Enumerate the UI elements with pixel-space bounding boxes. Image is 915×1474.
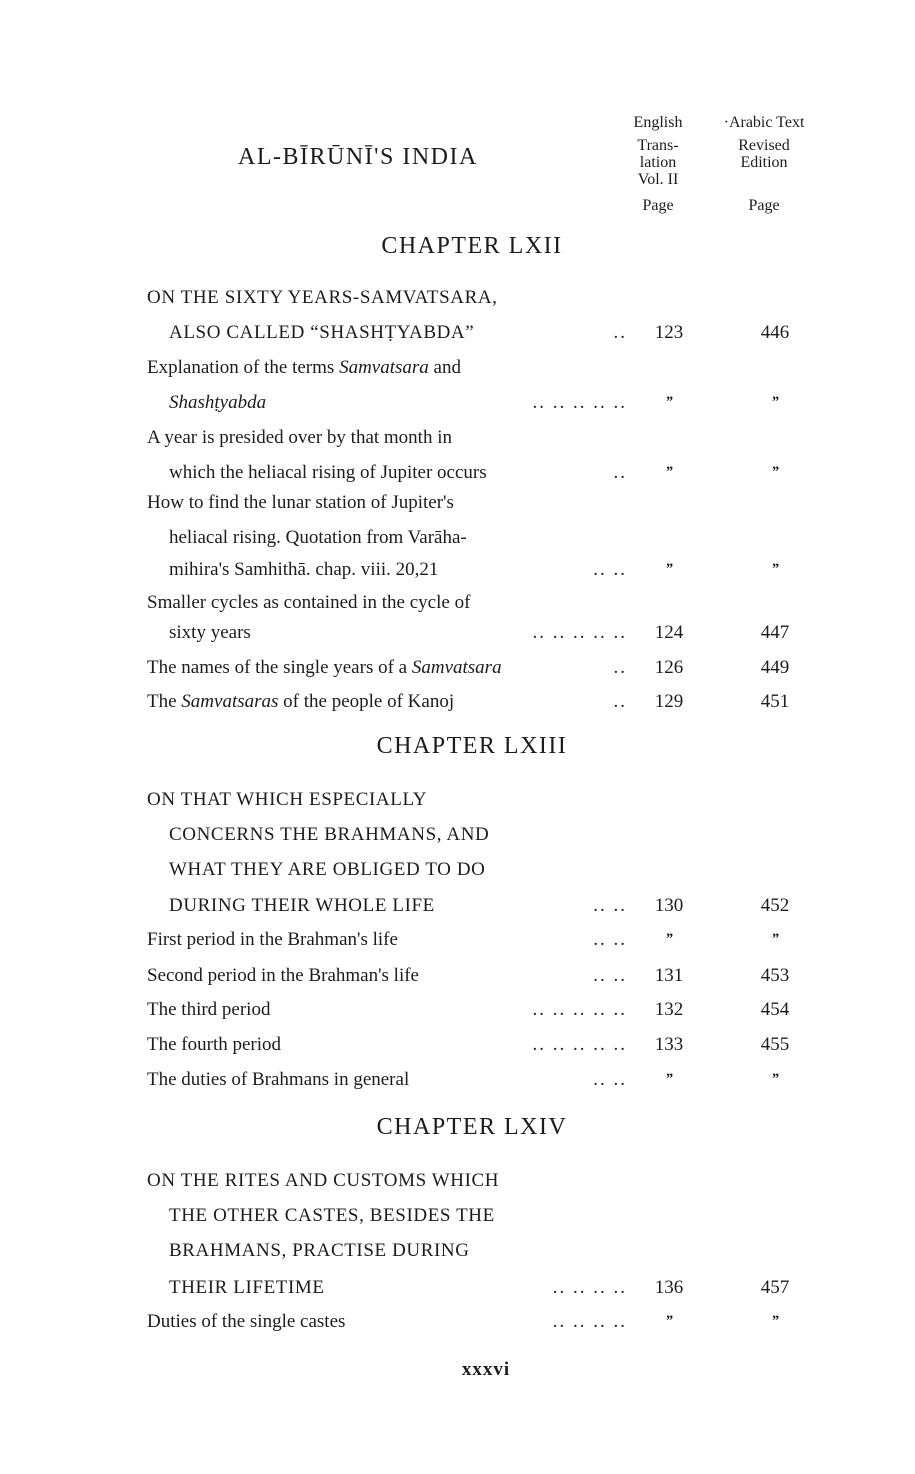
toc-entry-text: The fourth period [147,1034,282,1055]
toc-entry-text: First period in the Brahman's life [147,929,398,950]
page-number: xxxvi [461,1359,511,1380]
leader-dots: .. .. [593,929,627,950]
english-page-number: ” [665,1071,673,1087]
arabic-page-number: 446 [760,322,790,343]
leader-dots: .. .. .. .. [552,1277,627,1298]
english-page-number: 126 [654,657,684,678]
leader-dots: .. .. .. .. .. [532,392,627,413]
english-page-number: ” [665,931,673,947]
english-page-number: 123 [654,322,684,343]
toc-entry-text: ALSO CALLED “SHASHṬYABDA” [169,322,475,343]
arabic-page-number: 452 [760,895,790,916]
leader-dots: .. .. .. .. .. [532,999,627,1020]
edition-label: Edition [740,154,788,171]
leader-dots: .. .. [593,559,627,580]
arabic-text-label: ·Arabic Text [723,114,805,131]
volume-label: Vol. II [637,171,679,188]
arabic-text-column-header [706,114,822,214]
leader-dots: .. .. [593,965,627,986]
toc-entry-text: BRAHMANS, PRACTISE DURING [169,1240,470,1261]
chapter-heading-text: CHAPTER LXIV [376,1114,568,1140]
toc-entry-text: ON THE SIXTY YEARS-SAMVATSARA, [147,287,498,308]
chapter-heading-text: CHAPTER LXIII [376,733,568,759]
revised-label: Revised [738,137,790,154]
toc-entry-text: THEIR LIFETIME [169,1277,325,1298]
english-page-number: ” [665,394,673,410]
arabic-page-number: 454 [760,999,790,1020]
toc-entry-text: WHAT THEY ARE OBLIGED TO DO [169,859,486,880]
toc-entry-text: ON THAT WHICH ESPECIALLY [147,789,428,810]
english-page-number: 129 [654,691,684,712]
arabic-page-label: Page [748,197,780,214]
english-page-number: 131 [654,965,684,986]
toc-entry-text: Second period in the Brahman's life [147,965,419,986]
leader-dots: .. [613,322,627,343]
leader-dots: .. [613,462,627,483]
english-page-number: ” [665,1313,673,1329]
toc-entry-text: ON THE RITES AND CUSTOMS WHICH [147,1170,500,1191]
translation-label-2: lation [639,154,677,171]
chapter-heading [0,233,840,260]
toc-entry-text: heliacal rising. Quotation from Varāha- [169,527,467,548]
arabic-page-number: ” [771,931,779,947]
toc-entry-text: The names of the single years of a Samvatsara [147,657,502,678]
arabic-page-number: 455 [760,1034,790,1055]
english-page-number: ” [665,464,673,480]
leader-dots: .. [613,691,627,712]
toc-entry-text: Explanation of the terms Samvatsara and [147,357,461,378]
arabic-page-number: 447 [760,622,790,643]
english-page-number: 130 [654,895,684,916]
toc-entry-text: How to find the lunar station of Jupiter's [147,492,454,513]
english-page-label: Page [642,197,674,214]
arabic-page-number: ” [771,1313,779,1329]
arabic-page-number: 449 [760,657,790,678]
translation-label-1: Trans- [637,137,679,154]
toc-entry-text: THE OTHER CASTES, BESIDES THE [169,1205,495,1226]
english-page-number: 136 [654,1277,684,1298]
english-page-number: 132 [654,999,684,1020]
toc-entry-text: mihira's Samhithā. chap. viii. 20,21 [169,559,439,580]
arabic-page-number: 457 [760,1277,790,1298]
chapter-heading-text: CHAPTER LXII [381,233,563,259]
chapter-heading [0,1114,840,1141]
toc-entry-text: A year is presided over by that month in [147,427,452,448]
toc-entry-text: The duties of Brahmans in general [147,1069,410,1090]
toc-entry-text: DURING THEIR WHOLE LIFE [169,895,435,916]
leader-dots: .. .. [593,1069,627,1090]
arabic-page-number: 453 [760,965,790,986]
arabic-page-number: ” [771,1071,779,1087]
english-page-number: 133 [654,1034,684,1055]
toc-entry-text: The third period [147,999,271,1020]
toc-entry-text: The Samvatsaras of the people of Kanoj [147,691,455,712]
arabic-page-number: ” [771,394,779,410]
leader-dots: .. .. .. .. .. [532,622,627,643]
leader-dots: .. [613,657,627,678]
toc-entry-text: Smaller cycles as contained in the cycle of [147,592,471,613]
leader-dots: .. .. [593,895,627,916]
toc-entry-text: which the heliacal rising of Jupiter occurs [169,462,487,483]
leader-dots: .. .. .. .. .. [532,1034,627,1055]
leader-dots: .. .. .. .. [552,1311,627,1332]
book-title: AL-BĪRŪNĪ'S INDIA [238,144,478,170]
english-translation-column-header [616,114,700,214]
english-page-number: ” [665,561,673,577]
arabic-page-number: 451 [760,691,790,712]
toc-entry-text: sixty years [169,622,251,643]
chapter-heading [0,733,840,760]
toc-entry-text: Duties of the single castes [147,1311,346,1332]
arabic-page-number: ” [771,464,779,480]
english-label: English [633,114,683,131]
toc-entry-text: CONCERNS THE BRAHMANS, AND [169,824,490,845]
toc-entry-text: Shashṭyabda [169,392,267,413]
arabic-page-number: ” [771,561,779,577]
english-page-number: 124 [654,622,684,643]
